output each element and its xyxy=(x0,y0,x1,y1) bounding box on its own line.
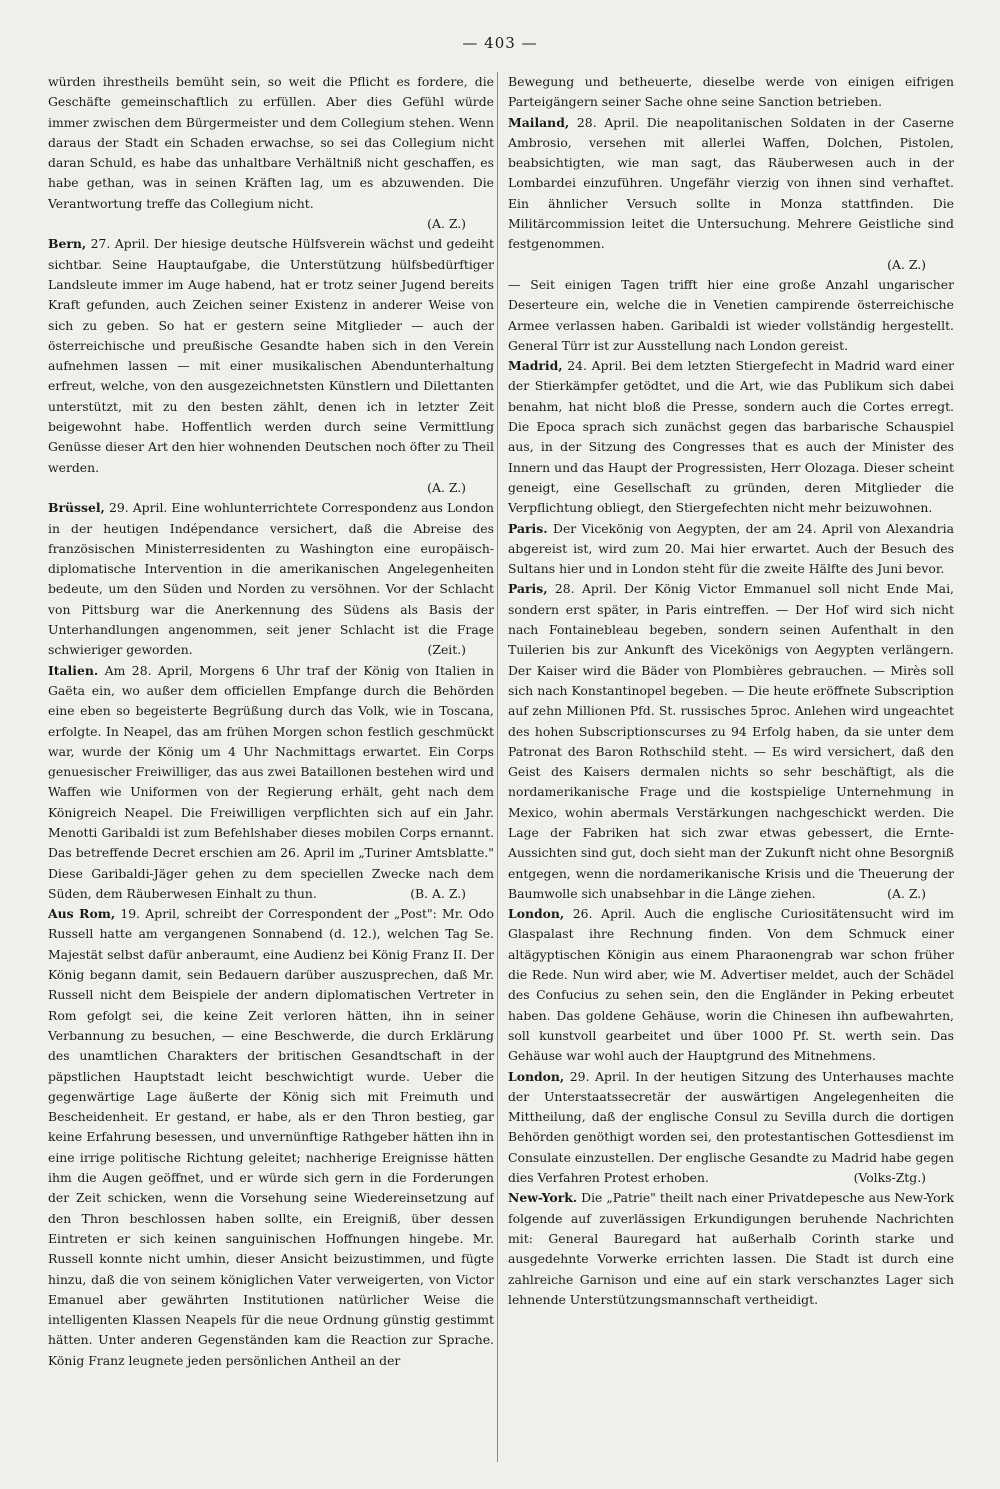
article-text: Bewegung und betheuerte, dieselbe werde von einigen eifrigen Parteigängern seiner Sache ohne seine Sanction betrieben. xyxy=(508,74,954,110)
dateline: London, xyxy=(508,906,565,922)
article-source: (A. Z.) xyxy=(427,479,466,495)
article-source: (Volks-Ztg.) xyxy=(853,1170,926,1186)
article-text: 28. April. Der König Victor Emmanuel soll nicht Ende Mai, sondern erst später, in Paris eintreffen. — Der Hof wird sich nicht nach Fontainebleau begeben, sondern seinen Aufenthalt in den Tuilerien bis zur Ankunft des Vicekönigs von Aegypten verlängern. Der Kaiser wird die Bäder von Plombières gebrauchen. — Mirès soll sich nach Konstantinopel begeben. — Die heute eröffnete Subscription auf zehn Millionen Pfd. St. russisches 5proc. Anlehen wird ungeachtet des hohen Subscriptionscurses zu 94 Erfolg haben, da sie unter dem Patronat des Baron Rothschild steht. — Es wird versichert, daß den Geist des Kaisers dermalen nichts so sehr beschäftigt, als die nordamerikanische Frage und die kostspielige Unternehmung in Mexico, wohin abermals Verstärkungen nachgeschickt werden. Die Lage der Fabriken hat sich zwar etwas gebessert, die Ernte-Aussichten sind gut, doch sieht man der Zukunft nicht ohne Besorgniß entgegen, wenn die nordamerikanische Krisis und die Theuerung der Baumwolle sich unabsehbar in die Länge ziehen. xyxy=(508,581,954,901)
article xyxy=(48,904,494,1371)
article xyxy=(508,356,954,518)
article-text: 29. April. Eine wohlunterrichtete Correspondenz aus London in der heutigen Indépendance versichert, daß die Abreise des französischen Ministerresidenten zu Washington eine europäisch-diplomatische Intervention in die amerikanischen Angelegenheiten bedeute, um den Süden und Norden zu versöhnen. Vor der Schlacht von Pittsburg war die Anerkennung des Südens als Basis der Unterhandlungen angenommen, seit jener Schlacht ist die Frage schwieriger geworden. xyxy=(48,500,494,658)
article-text: 27. April. Der hiesige deutsche Hülfsverein wächst und gedeiht sichtbar. Seine Hauptaufgabe, die Unterstützung hülfsbedürftiger Landsleute immer im Auge habend, hat er trotz seiner Jugend bereits Kraft gefunden, auch Zeichen seiner Existenz in anderer Weise von sich zu geben. So hat er gestern seine Mitglieder — auch der österreichische und preußische Gesandte haben sich in den Verein aufnehmen lassen — mit einer musikalischen Abendunterhaltung erfreut, welche, von den ausgezeichnetsten Künstlern und Dilettanten unterstützt, mit zu den besten zählt, denen ich in letzter Zeit beigewohnt habe. Hoffentlich werden durch seine Vermittlung Genüsse dieser Art den hier wohnenden Deutschen noch öfter zu Theil werden. xyxy=(48,236,494,475)
article xyxy=(508,904,954,1066)
article xyxy=(48,498,494,660)
article-text: 29. April. In der heutigen Sitzung des Unterhauses machte der Unterstaatssecretär der auswärtigen Angelegenheiten die Mittheilung, daß der englische Consul zu Sevilla durch die dortigen Behörden genöthigt worden sei, den protestantischen Gottesdienst im Consulate einzustellen. Der englische Gesandte zu Madrid habe gegen dies Verfahren Protest erhoben. xyxy=(508,1068,954,1186)
page-number: — 403 — xyxy=(462,34,538,52)
article-text: 28. April. Die neapolitanischen Soldaten in der Caserne Ambrosio, versehen mit allerlei Waffen, Dolchen, Pistolen, beabsichtigten, wie man sagt, das Räuberwesen auch in der Lombardei einzuführen. Ungefähr vierzig von ihnen sind verhaftet. Ein ähnlicher Versuch sollte in Monza stattfinden. Die Militärcommission leitet die Untersuchung. Mehrere Geistliche sind festgenommen. xyxy=(508,114,954,252)
dateline: Paris, xyxy=(508,581,548,597)
dateline: Italien. xyxy=(48,662,99,678)
dateline: Brüssel, xyxy=(48,500,105,516)
article-source: (A. Z.) xyxy=(887,256,926,272)
article xyxy=(508,72,954,113)
article-text: Am 28. April, Morgens 6 Uhr traf der König von Italien in Gaëta ein, wo außer dem officiellen Empfange durch die Behörden eine eben so begeisterte Begrüßung durch das Volk, wie in Toscana, erfolgte. In Neapel, das am frühen Morgen schon festlich geschmückt war, wurde der König um 4 Uhr Nachmittags erwartet. Ein Corps genuesischer Freiwilliger, das aus zwei Bataillonen bestehen wird und Waffen wie Uniformen von der Regierung erhält, geht nach dem Königreich Neapel. Die Freiwilligen verpflichten sich auf ein Jahr. Menotti Garibaldi ist zum Befehlshaber dieses mobilen Corps ernannt. Das betreffende Decret erschien am 26. April im „Turiner Amtsblatte." Diese Garibaldi-Jäger gehen zu dem speciellen Zwecke nach dem Süden, dem Räuberwesen Einhalt zu thun. xyxy=(48,662,494,901)
article-source: (A. Z.) xyxy=(887,885,926,901)
article xyxy=(508,1067,954,1189)
article-source: (Zeit.) xyxy=(427,642,466,658)
dateline: Paris. xyxy=(508,520,548,536)
article xyxy=(48,661,494,905)
article-text: Die „Patrie" theilt nach einer Privatdepesche aus New-York folgende auf zuverlässigen Erkundigungen beruhende Nachrichten mit: General Bauregard hat außerhalb Corinth starke und ausgedehnte Vorwerke errichten lassen. Die Stadt ist durch eine zahlreiche Garnison und eine auf ein stark verschanztes Lager sich lehnende Unterstützungsmannschaft vertheidigt. xyxy=(508,1190,954,1307)
article-text: 24. April. Bei dem letzten Stiergefecht in Madrid ward einer der Stierkämpfer getödtet, und die Art, wie das Publikum sich dabei benahm, hat nicht bloß die Presse, sondern auch die Cortes erregt. Die Epoca sprach sich zunächst gegen das barbarische Schauspiel aus, in der Sitzung des Congresses that es auch der Minister des Innern und das Haupt der Progressisten, Herr Olozaga. Dieser scheint geneigt, eine Gesellschaft zu gründen, deren Mitglieder die Verpflichtung obliegt, den Stiergefechten nicht mehr beizuwohnen. xyxy=(508,358,954,516)
article-text: 26. April. Auch die englische Curiositätensucht wird im Glaspalast ihre Rechnung finden. Von dem Schmuck einer altägyptischen Königin aus einem Pharaonengrab war schon früher die Rede. Nun wird aber, wie M. Advertiser meldet, auch der Schädel des Confucius zu sehen sein, den die Engländer in Peking erbeutet haben. Das goldene Gehäuse, worin die Chinesen ihn aufbewahrten, soll kunstvoll gearbeitet und über 1000 Pf. St. werth sein. Das Gehäuse war wohl auch der Hauptgrund des Mitnehmens. xyxy=(508,906,954,1064)
article xyxy=(508,1188,954,1310)
column-divider xyxy=(497,72,498,1462)
article xyxy=(508,275,954,356)
dateline: New-York. xyxy=(508,1190,578,1206)
article xyxy=(48,234,494,498)
dateline: Bern, xyxy=(48,236,87,252)
article-text: würden ihrestheils bemüht sein, so weit die Pflicht es fordere, die Geschäfte gemeinschaftlich zu erfüllen. Aber dies Gefühl würde immer zwischen dem Bürgermeister und dem Collegium stehen. Wenn daraus der Stadt ein Schaden erwachse, so sei das Collegium nicht daran Schuld, es habe das unhaltbare Verhältniß nicht geschaffen, es habe gethan, was in seinen Kräften lag, um es abzuwenden. Die Verantwortung treffe das Collegium nicht. xyxy=(48,74,494,211)
article xyxy=(48,72,494,234)
dateline: Madrid, xyxy=(508,358,563,374)
article-text: 19. April, schreibt der Correspondent der „Post": Mr. Odo Russell hatte am vergangenen Sonnabend (d. 12.), welchen Tag Se. Majestät selbst dafür anberaumt, eine Audienz bei König Franz II. Der König begann damit, sein Bedauern darüber auszusprechen, daß Mr. Russell nicht dem Beispiele der andern diplomatischen Vertreter in Rom gefolgt sei, die keine Zeit verloren hätten, ihn in seiner Verbannung zu besuchen, — eine Beschwerde, die durch Erklärung des unamtlichen Charakters der britischen Gesandtschaft in der päpstlichen Hauptstadt leicht beschwichtigt wurde. Ueber die gegenwärtige Lage äußerte der König sich mit Freimuth und Bescheidenheit. Er gestand, er habe, als er den Thron bestieg, gar keine Erfahrung besessen, und unvernünftige Rathgeber hätten ihn in eine irrige politische Richtung geleitet; nachherige Ereignisse hätten ihm die Augen geöffnet, und er würde sich gern in die Forderungen der Zeit schicken, wenn die Vorsehung seine Wiedereinsetzung auf den Thron beschlossen haben sollte, ein Ereigniß, über dessen Eintreten er sich keinen sanguinischen Hoffnungen hingebe. Mr. Russell konnte nicht umhin, dieser Ansicht beizustimmen, und fügte hinzu, daß die von seinem königlichen Vater verweigerten, von Victor Emanuel aber gewährten Institutionen natürlicher Weise die intelligenten Klassen Neapels für die neue Ordnung günstig gestimmt hätten. Unter anderen Gegenständen kam die Reaction zur Sprache. König Franz leugnete jeden persönlichen Antheil an der xyxy=(48,906,494,1368)
article xyxy=(508,519,954,580)
article-source: (A. Z.) xyxy=(427,216,466,232)
right-column xyxy=(508,72,954,1462)
article-text: Der Vicekönig von Aegypten, der am 24. April von Alexandria abgereist ist, wird zum 20. Mai hier erwartet. Auch der Besuch des Sultans hier und in London steht für die zweite Hälfte des Juni bevor. xyxy=(508,520,954,577)
article-source: (B. A. Z.) xyxy=(410,885,466,901)
dateline: Mailand, xyxy=(508,114,570,130)
left-column xyxy=(48,72,494,1462)
article-text: — Seit einigen Tagen trifft hier eine große Anzahl ungarischer Deserteure ein, welche die in Venetien campirende österreichische Armee verlassen haben. Garibaldi ist wieder vollständig hergestellt. General Türr ist zur Ausstellung nach London gereist. xyxy=(508,276,954,353)
dateline: Aus Rom, xyxy=(48,906,116,922)
dateline: London, xyxy=(508,1068,565,1084)
article xyxy=(508,579,954,904)
article xyxy=(508,113,954,275)
